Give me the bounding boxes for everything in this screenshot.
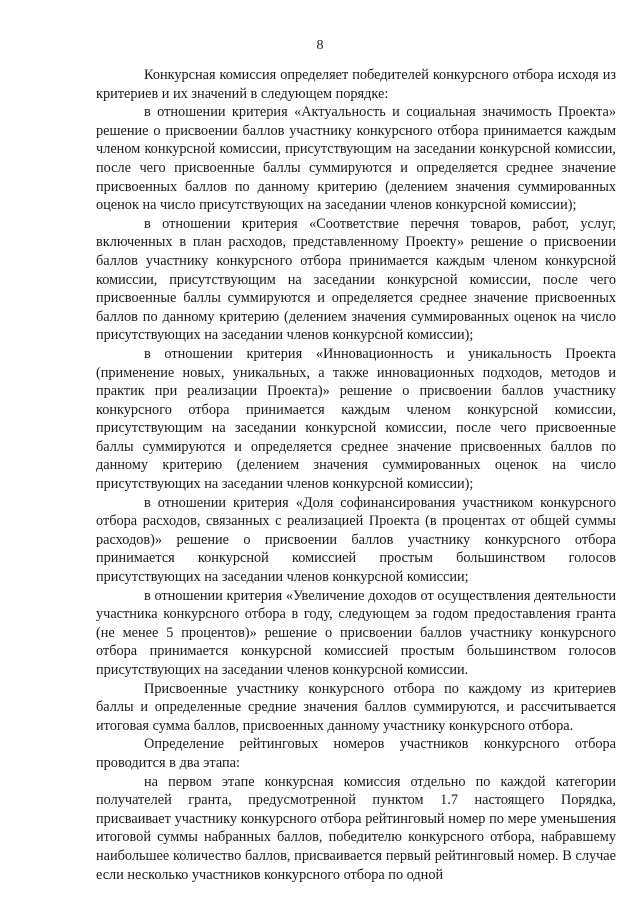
- paragraph-criterion-income-growth: в отношении критерия «Увеличение доходов от осуществления деятельности участника конкурсного отбора в году, следующем за годом предоставления гранта (не менее 5 процентов)» решение о присвоении баллов участнику конкурсного отбора принимается конкурсной комиссией простым большинством голосов присутствующих на заседании членов конкурсной комиссии.: [96, 587, 616, 678]
- paragraph-criterion-innovation: в отношении критерия «Инновационность и уникальность Проекта (применение новых, уникальных, а также инновационных подходов, методов и практик при реализации Проекта)» решение о присвоении баллов участнику конкурсного отбора принимается каждым членом конкурсной комиссии, присутствующим на заседании конкурсной комиссии, после чего присвоенные баллы суммируются и определяется среднее значение присвоенных баллов по данному критерию (делением значения суммированных оценок на число присутствующих на заседании членов конкурсной комиссии);: [96, 345, 616, 493]
- paragraph-criterion-expense-plan: в отношении критерия «Соответствие перечня товаров, работ, услуг, включенных в план расходов, представленному Проекту» решение о присвоении баллов участнику конкурсного отбора принимается каждым членом конкурсной комиссии, присутствующим на заседании конкурсной комиссии, после чего присвоенные баллы суммируются и определяется среднее значение присвоенных баллов по данному критерию (делением значения суммированных оценок на число присутствующих на заседании членов конкурсной комиссии);: [96, 215, 616, 344]
- page-number: 8: [316, 38, 324, 53]
- paragraph-intro: Конкурсная комиссия определяет победителей конкурсного отбора исходя из критериев и их значений в следующем порядке:: [96, 67, 616, 102]
- paragraph-criterion-relevance: в отношении критерия «Актуальность и социальная значимость Проекта» решение о присвоении баллов участнику конкурсного отбора принимается каждым членом конкурсной комиссии, присутствующим на заседании конкурсной комиссии, после чего присвоенные баллы суммируются и определяется среднее значение присвоенных баллов по данному критерию (делением значения суммированных оценок на число присутствующих на заседании членов конкурсной комиссии);: [96, 104, 616, 214]
- paragraph-rating-stages: Определение рейтинговых номеров участников конкурсного отбора проводится в два этапа:: [96, 736, 616, 771]
- document-body: [96, 66, 616, 884]
- paragraph-criterion-cofinancing: в отношении критерия «Доля софинансирования участником конкурсного отбора расходов, связанных с реализацией Проекта (в процентах от общей суммы расходов)» решение о присвоении баллов участнику конкурсного отбора принимается конкурсной комиссией простым большинством голосов присутствующих на заседании членов конкурсной комиссии;: [96, 494, 616, 586]
- paragraph-score-summation: Присвоенные участнику конкурсного отбора по каждому из критериев баллы и определенные средние значения баллов суммируются, и рассчитывается итоговая сумма баллов, присвоенных данному участнику конкурсного отбора.: [96, 680, 616, 734]
- paragraph-first-stage: на первом этапе конкурсная комиссия отдельно по каждой категории получателей гранта, предусмотренной пунктом 1.7 настоящего Порядка, присваивает участнику конкурсного отбора рейтинговый номер по мере уменьшения итоговой суммы набранных баллов, победителю конкурсного отбора, набравшему наибольшее количество баллов, присваивается первый рейтинговый номер. В случае если несколько участников конкурсного отбора по одной: [96, 773, 616, 883]
